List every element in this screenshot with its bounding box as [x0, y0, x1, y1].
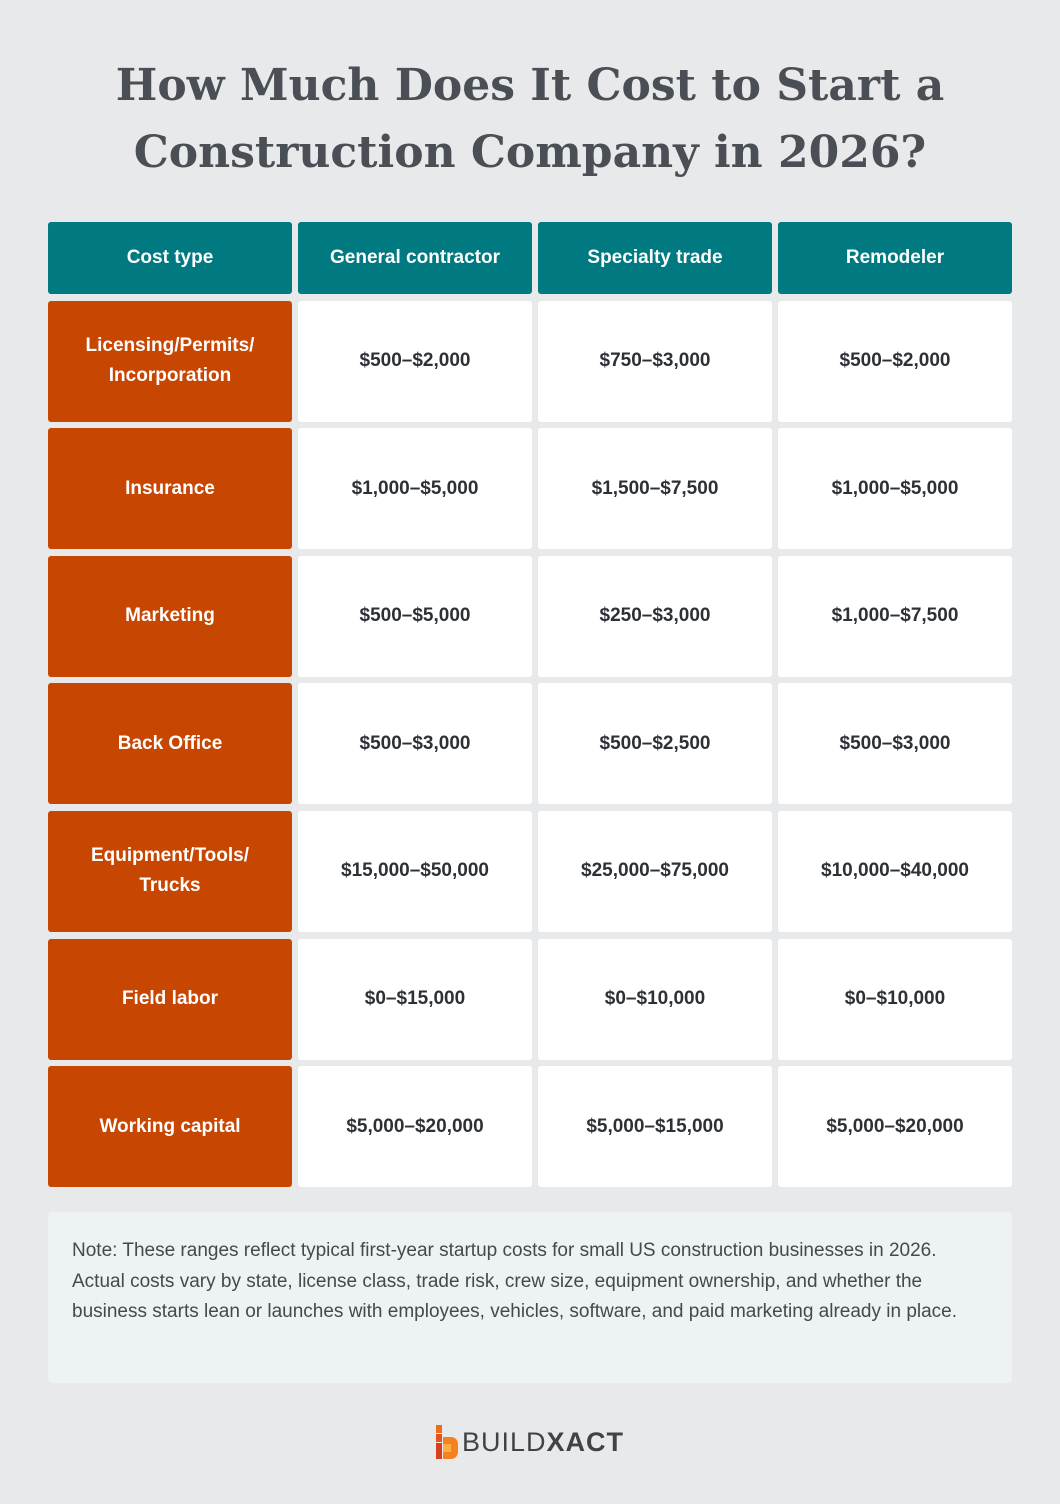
table-cell: $500–$5,000: [298, 556, 532, 677]
table-cell: $500–$3,000: [778, 683, 1012, 804]
table-cell: $500–$2,000: [778, 301, 1012, 422]
logo-text-xact: XACT: [546, 1426, 625, 1457]
table-cell: $750–$3,000: [538, 301, 772, 422]
row-label-field-labor: Field labor: [48, 939, 292, 1060]
table-cell: $0–$10,000: [778, 939, 1012, 1060]
row-label-licensing: Licensing/Permits/ Incorporation: [48, 301, 292, 422]
cost-table: [48, 222, 1012, 1187]
table-cell: $500–$3,000: [298, 683, 532, 804]
header-specialty-trade: Specialty trade: [538, 222, 772, 294]
table-cell: $5,000–$20,000: [298, 1066, 532, 1187]
row-label-working-capital: Working capital: [48, 1066, 292, 1187]
table-cell: $0–$10,000: [538, 939, 772, 1060]
logo-wordmark: [462, 1427, 624, 1458]
table-cell: $5,000–$20,000: [778, 1066, 1012, 1187]
table-cell: $1,000–$5,000: [778, 428, 1012, 549]
row-label-marketing: Marketing: [48, 556, 292, 677]
table-cell: $1,000–$5,000: [298, 428, 532, 549]
table-cell: $1,000–$7,500: [778, 556, 1012, 677]
table-cell: $10,000–$40,000: [778, 811, 1012, 932]
logo-text-build: BUILD: [461, 1426, 547, 1457]
table-cell: $500–$2,500: [538, 683, 772, 804]
buildxact-logo-icon: [436, 1425, 458, 1459]
table-cell: $0–$15,000: [298, 939, 532, 1060]
header-cost-type: Cost type: [48, 222, 292, 294]
table-cell: $250–$3,000: [538, 556, 772, 677]
row-label-insurance: Insurance: [48, 428, 292, 549]
table-cell: $1,500–$7,500: [538, 428, 772, 549]
footnote-box: Note: These ranges reflect typical first-year startup costs for small US construction businesses in 2026. Actual costs vary by state, license class, trade risk, crew size, equipment ownership, and whether the business starts lean or launches with employees, vehicles, software, and paid marketing already in place.: [48, 1212, 1012, 1383]
table-cell: $15,000–$50,000: [298, 811, 532, 932]
table-cell: $500–$2,000: [298, 301, 532, 422]
row-label-back-office: Back Office: [48, 683, 292, 804]
row-label-equipment: Equipment/Tools/ Trucks: [48, 811, 292, 932]
title-line-2: Construction Company in 2026?: [133, 127, 927, 178]
table-cell: $25,000–$75,000: [538, 811, 772, 932]
page-title: [0, 52, 1060, 186]
header-general-contractor: General contractor: [298, 222, 532, 294]
header-remodeler: Remodeler: [778, 222, 1012, 294]
title-line-1: How Much Does It Cost to Start a: [115, 60, 945, 111]
table-cell: $5,000–$15,000: [538, 1066, 772, 1187]
buildxact-logo: [0, 1418, 1060, 1466]
